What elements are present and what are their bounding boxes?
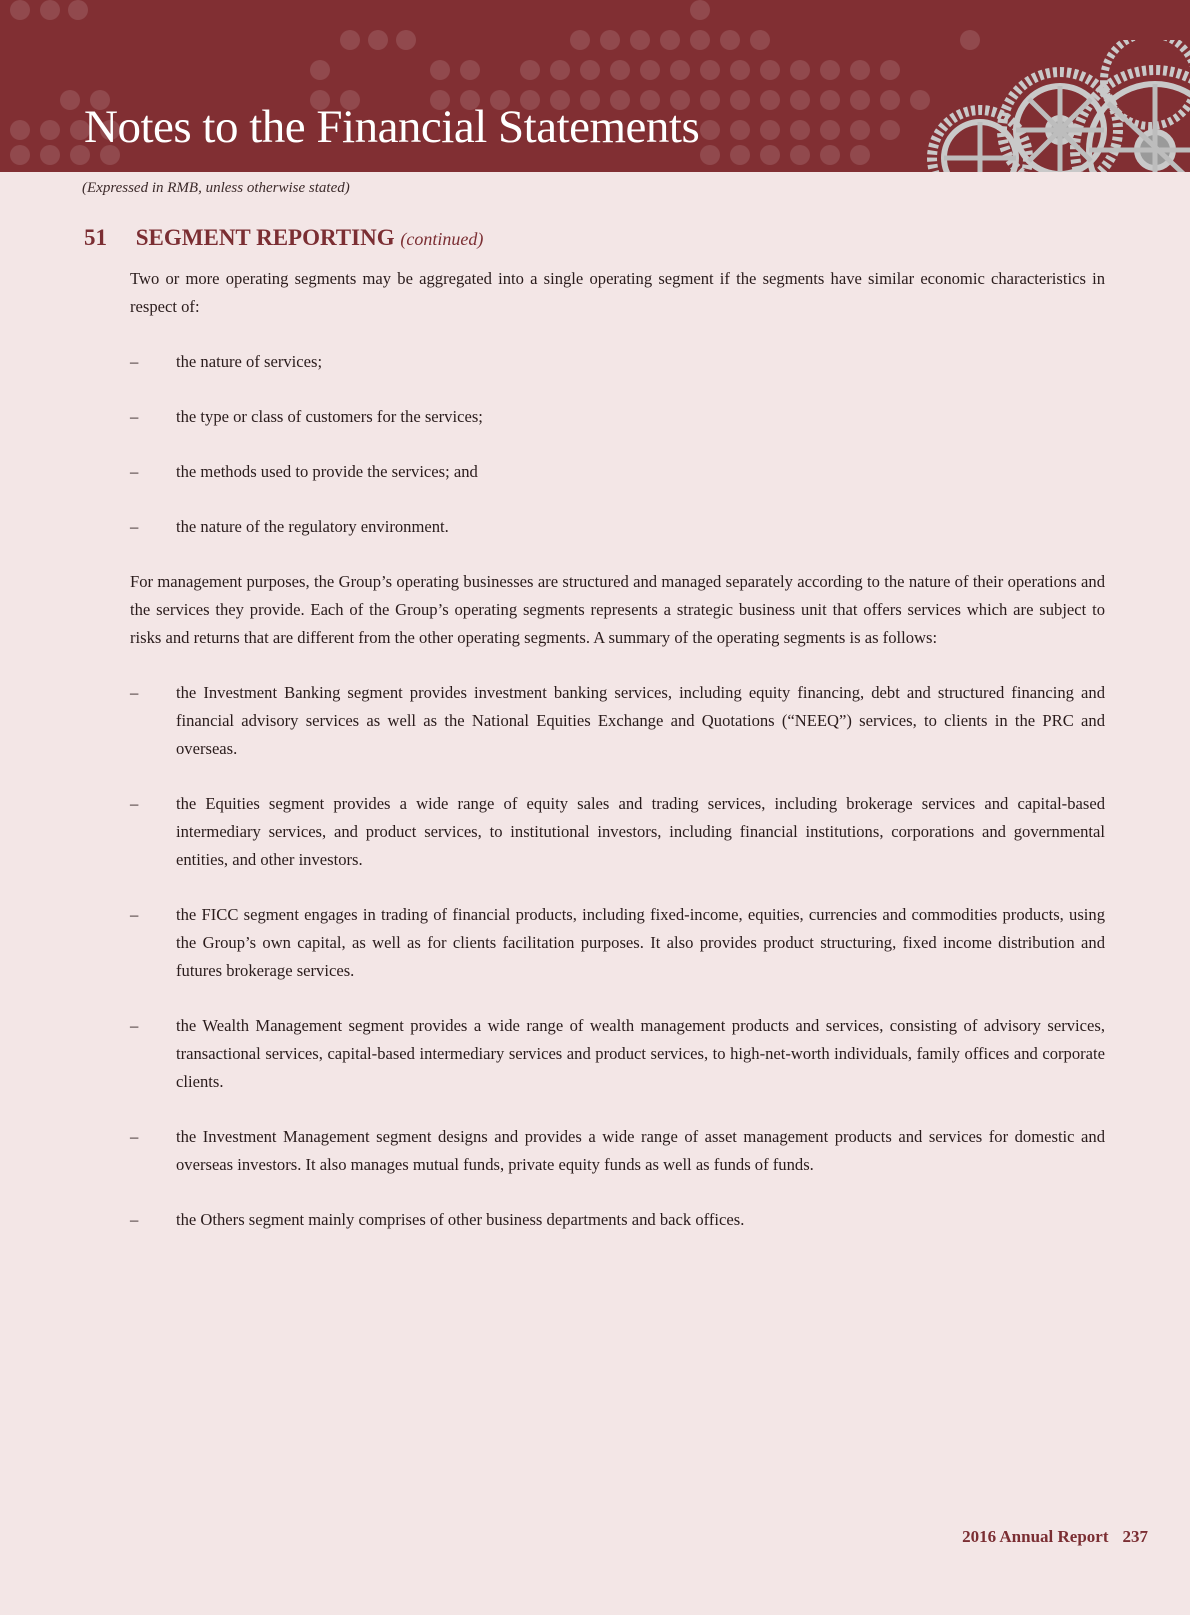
banner-dot (40, 0, 60, 20)
banner-dot (760, 145, 780, 165)
banner-dot (40, 120, 60, 140)
segment-item-others (130, 1206, 1105, 1234)
dash-bullet-icon: – (130, 905, 139, 924)
list-item-text: the nature of services; (176, 352, 323, 371)
banner-dot (880, 60, 900, 80)
banner-dot (10, 120, 30, 140)
banner-dot (460, 60, 480, 80)
banner-dot (700, 120, 720, 140)
banner-dot (790, 60, 810, 80)
header-banner (0, 0, 1190, 172)
banner-dot (600, 30, 620, 50)
banner-dot (690, 30, 710, 50)
list-item (130, 348, 1105, 376)
dash-bullet-icon: – (130, 683, 139, 702)
banner-dot (670, 60, 690, 80)
section-heading (84, 225, 483, 251)
banner-dot (730, 90, 750, 110)
page-footer (962, 1527, 1148, 1547)
list-item-text: the Wealth Management segment provides a wide range of wealth management products and services, consisting of advisory services, transactional services, capital-based intermediary services and product services, to high-net-worth individuals, family offices and corporate clients. (176, 1016, 1105, 1091)
banner-dot (340, 30, 360, 50)
banner-dot (310, 60, 330, 80)
dash-bullet-icon: – (130, 1016, 139, 1035)
section-number: 51 (84, 225, 107, 250)
banner-dot (820, 60, 840, 80)
banner-dot (790, 90, 810, 110)
banner-dot (700, 145, 720, 165)
banner-dot (730, 120, 750, 140)
report-name: 2016 Annual Report (962, 1527, 1109, 1546)
banner-dot (760, 60, 780, 80)
banner-dot (760, 90, 780, 110)
banner-dot (730, 60, 750, 80)
banner-dot (550, 60, 570, 80)
banner-dot (68, 0, 88, 20)
list-item-text: the Equities segment provides a wide range of equity sales and trading services, including brokerage services and capital-based intermediary services, and product services, to institutional investors, including financial institutions, corporations and governmental entities, and other investors. (176, 794, 1105, 869)
dash-bullet-icon: – (130, 794, 139, 813)
list-item-text: the nature of the regulatory environment. (176, 517, 449, 536)
dash-bullet-icon: – (130, 462, 139, 481)
section-body (130, 265, 1105, 1261)
list-item-text: the Investment Management segment designs and provides a wide range of asset management products and services for domestic and overseas investors. It also manages mutual funds, private equity funds as well as funds of funds. (176, 1127, 1105, 1174)
list-item-text: the FICC segment engages in trading of financial products, including fixed-income, equities, currencies and commodities products, using the Group’s own capital, as well as for clients facilitation purposes. It also provides product structuring, fixed income distribution and futures brokerage services. (176, 905, 1105, 980)
operating-segments-list (130, 679, 1105, 1234)
banner-dot (850, 145, 870, 165)
segment-item-wealth-management (130, 1012, 1105, 1096)
banner-dot (820, 145, 840, 165)
dash-bullet-icon: – (130, 1210, 139, 1229)
management-paragraph: For management purposes, the Group’s operating businesses are structured and managed separately according to the nature of their operations and the services they provide. Each of the Group’s operating segments represents a strategic business unit that offers services which are subject to risks and returns that are different from the other operating segments. A summary of the operating segments is as follows: (130, 572, 1105, 647)
list-item (130, 403, 1105, 431)
banner-dot (610, 60, 630, 80)
banner-dot (60, 90, 80, 110)
dash-bullet-icon: – (130, 517, 139, 536)
banner-dot (430, 60, 450, 80)
segment-item-investment-management (130, 1123, 1105, 1179)
list-item (130, 458, 1105, 486)
banner-dot (750, 30, 770, 50)
dash-bullet-icon: – (130, 1127, 139, 1146)
banner-dot (850, 90, 870, 110)
segment-item-equities (130, 790, 1105, 874)
list-item-text: the Others segment mainly comprises of other business departments and back offices. (176, 1210, 745, 1229)
banner-dot (40, 145, 60, 165)
banner-dot (820, 120, 840, 140)
banner-dot (640, 60, 660, 80)
banner-dot (820, 90, 840, 110)
banner-dot (660, 30, 680, 50)
list-item-text: the type or class of customers for the services; (176, 407, 483, 426)
intro-paragraph: Two or more operating segments may be aggregated into a single operating segment if the segments have similar economic characteristics in respect of: (130, 269, 1105, 316)
banner-dot (580, 60, 600, 80)
banner-dot (10, 0, 30, 20)
banner-dot (700, 90, 720, 110)
banner-dot (880, 120, 900, 140)
banner-dot (630, 30, 650, 50)
section-continued: (continued) (400, 229, 484, 249)
banner-dot (10, 145, 30, 165)
page-number: 237 (1122, 1527, 1148, 1546)
gears-illustration-icon (910, 40, 1190, 172)
banner-dot (396, 30, 416, 50)
banner-dot (880, 90, 900, 110)
aggregation-criteria-list (130, 348, 1105, 541)
segment-item-investment-banking (130, 679, 1105, 763)
list-item-text: the methods used to provide the services; and (176, 462, 478, 481)
currency-note: (Expressed in RMB, unless otherwise stated) (82, 180, 350, 196)
dash-bullet-icon: – (130, 407, 139, 426)
page-title: Notes to the Financial Statements (84, 101, 700, 153)
list-item-text: the Investment Banking segment provides investment banking services, including equity financing, debt and structured financing and financial advisory services as well as the National Equities Exchange and Quotations (“NEEQ”) services, to clients in the PRC and overseas. (176, 683, 1105, 758)
banner-dot (850, 120, 870, 140)
banner-dot (368, 30, 388, 50)
banner-dot (520, 60, 540, 80)
banner-dot (790, 120, 810, 140)
banner-dot (720, 30, 740, 50)
banner-dot (850, 60, 870, 80)
section-title: SEGMENT REPORTING (135, 225, 395, 250)
banner-dot (730, 145, 750, 165)
segment-item-ficc (130, 901, 1105, 985)
banner-dot (790, 145, 810, 165)
banner-dot (570, 30, 590, 50)
dash-bullet-icon: – (130, 352, 139, 371)
banner-dot (760, 120, 780, 140)
banner-dot (700, 60, 720, 80)
list-item (130, 513, 1105, 541)
banner-dot (690, 0, 710, 20)
